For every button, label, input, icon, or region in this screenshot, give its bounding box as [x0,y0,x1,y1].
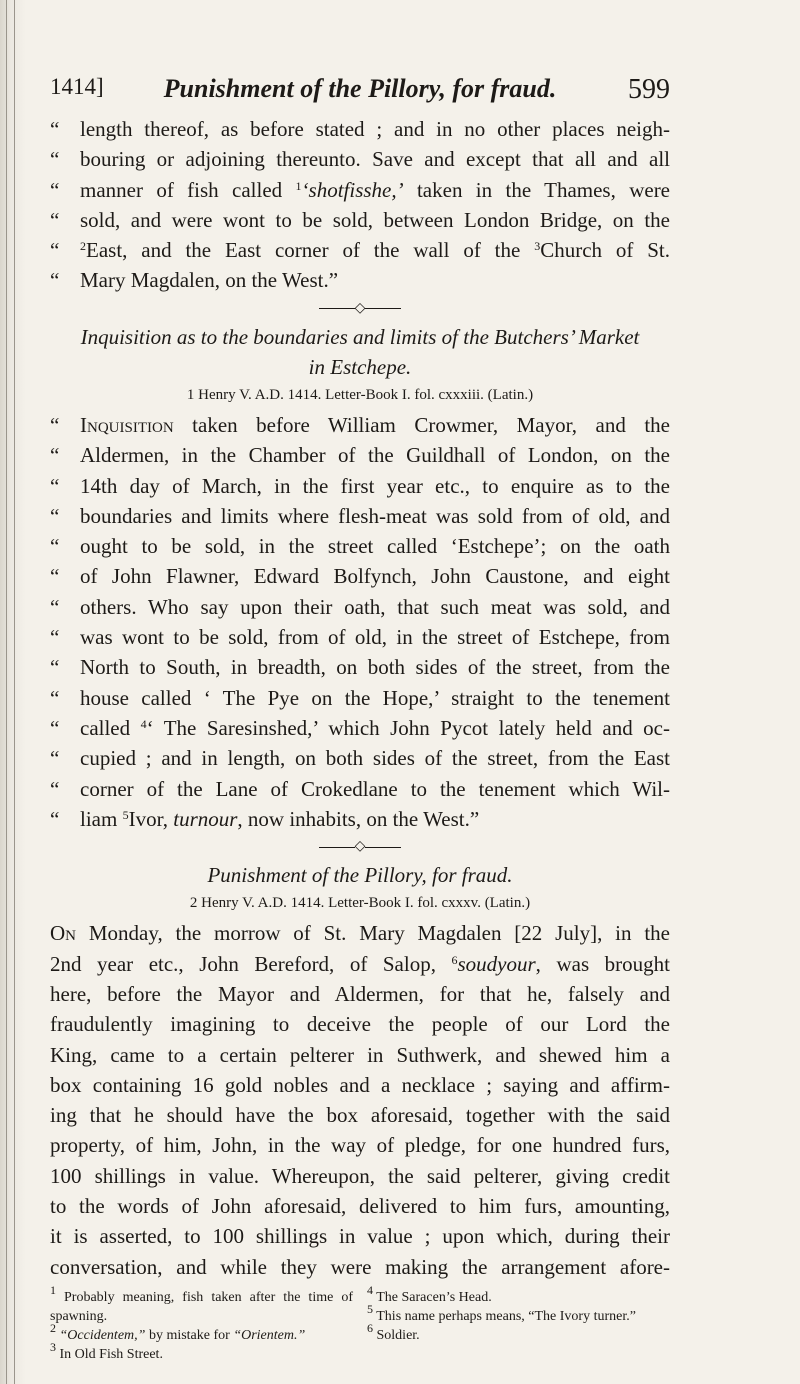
footnotes [50,1282,670,1364]
text-line: “ manner of fish called $^1$‘shotfisshe,’ taken in the Thames, were [50,177,671,202]
text-line: “ cupied ; and in length, on both sides of the street, from the East [50,746,670,771]
footnote-ref: 2 [80,239,86,254]
footnote-1: $^1$ Probably meaning, fish taken after the time of spawning. [50,1282,353,1324]
header-page-ref: 1414] [50,74,104,99]
book-spine-shadow [0,0,26,1384]
running-header [50,74,670,114]
text-line: “ liam $^5$Ivor, turnour, now inhabits, on the West.” [50,806,480,831]
book-page [50,74,670,1364]
text-line: 100 shillings in value. Whereupon, the said pelterer, giving credit [50,1163,670,1188]
text-line: “ corner of the Lane of Crokedlane to the tenement which Wil- [50,776,670,801]
footnotes-right-column [361,1282,670,1364]
footnote-ref: 3 [534,239,541,254]
text-line: property, of him, John, in the way of pledge, for one hundred furs, [50,1133,670,1158]
section-divider: ◇ [50,298,670,320]
text-line: “ $^2$East, and the East corner of the wall of the $^3$Church of St. [50,238,670,263]
text-line: On Monday, the morrow of St. Mary Magdalen [22 July], in the [50,921,670,946]
footnote-ref: 5 [122,807,129,822]
text-line: to the words of John aforesaid, delivered to him furs, amounting, [50,1194,670,1219]
text-line: “ length thereof, as before stated ; and in no other places neigh- [50,117,670,141]
footnote-ref: 6 [451,952,458,967]
text-line: “ bouring or adjoining thereunto. Save and except that all and all [50,147,670,172]
text-line: “ North to South, in breadth, on both sides of the street, from the [50,655,670,680]
header-page-number: 599 [628,74,670,105]
footnote-6: $^6$ Soldier. [367,1320,420,1343]
section-inquisition-text [50,410,670,834]
footnote-2: $^2$ “Occidentem,” by mistake for “Orientem.” [50,1320,306,1343]
section-source-pillory: 2 Henry V. A.D. 1414. Letter-Book I. fol. cxxxv. (Latin.) [189,895,531,912]
footnote-5: $^5$ This name perhaps means, “The Ivory turner.” [367,1301,636,1324]
text-line: conversation, and while they were making the arrangement afore- [50,1254,670,1279]
text-line: “ of John Flawner, Edward Bolfynch, John Caustone, and eight [50,564,670,589]
spine-edge-line [14,0,15,1384]
text-line: “ ought to be sold, in the street called ‘Estchepe’; on the oath [50,534,670,559]
text-line: “ boundaries and limits where flesh-meat was sold from of old, and [50,503,670,528]
section-title-inquisition: Inquisition as to the boundaries and limits of the Butchers’ Market in Estchepe. [80,325,640,379]
footnote-4: $^4$ The Saracen’s Head. [367,1282,492,1305]
spine-edge-line [6,0,7,1384]
header-running-title: Punishment of the Pillory, for fraud. [163,74,557,103]
text-line: “ called $^4$‘ The Saresinshed,’ which John Pycot lately held and oc- [50,715,670,740]
text-line: it is asserted, to 100 shillings in value ; upon which, during their [50,1224,670,1249]
footnote-ref: 1 [295,178,302,193]
text-line: here, before the Mayor and Aldermen, for that he, falsely and [50,981,670,1006]
text-line: 2nd year etc., John Bereford, of Salop, $^6$soudyour, was brought [50,951,670,976]
text-line: “ house called ‘ The Pye on the Hope,’ straight to the tenement [50,685,670,710]
footnote-3: $^3$ In Old Fish Street. [50,1339,163,1362]
section-pillory-text [50,918,670,1282]
text-line: “ Inquisition taken before William Crowmer, Mayor, and the [50,413,670,437]
footnote-ref: 4 [140,716,147,731]
text-line: “ Aldermen, in the Chamber of the Guildhall of London, on the [50,443,670,468]
text-line: “ sold, and were wont to be sold, between London Bridge, on the [50,207,670,232]
text-line: “ 14th day of March, in the first year etc., to enquire as to the [50,473,670,498]
section-title-pillory: Punishment of the Pillory, for fraud. [207,863,513,888]
section-divider: ◇ [50,836,670,858]
section-shotfisshe-text [50,114,670,296]
text-line: “ others. Who say upon their oath, that such meat was sold, and [50,594,670,619]
text-line: ing that he should have the box aforesaid, together with the said [50,1103,670,1128]
section-source-inquisition: 1 Henry V. A.D. 1414. Letter-Book I. fol. cxxxiii. (Latin.) [186,387,534,403]
text-line: “ Mary Magdalen, on the West.” [50,268,339,293]
text-line: “ was wont to be sold, from of old, in the street of Estchepe, from [50,625,670,650]
text-line: King, came to a certain pelterer in Suthwerk, and shewed him a [50,1042,670,1067]
text-line: box containing 16 gold nobles and a necklace ; saying and affirm- [50,1072,670,1097]
text-line: fraudulently imagining to deceive the people of our Lord the [50,1012,670,1037]
footnotes-left-column [50,1282,361,1364]
